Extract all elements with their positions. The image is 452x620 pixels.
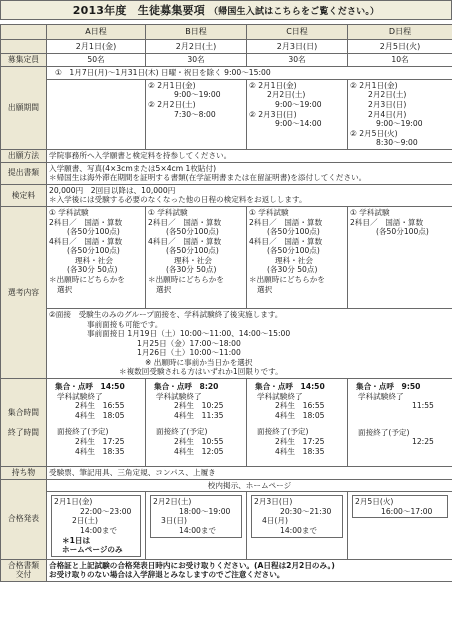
sel-b-3: (各50分100点) xyxy=(166,227,219,237)
end-2-a: 2科生 16:55 xyxy=(75,401,125,411)
period-d-3: 2月3日(日) xyxy=(368,99,407,109)
col-c-date: 2月3日(日) xyxy=(247,39,348,54)
documents-line-1: 入学願書、写真(4×3cmまたは5×4cm 1枚貼付) xyxy=(49,163,217,173)
end-label-a: 学科試験終了 xyxy=(57,391,103,401)
meeting-label-1: 集合時間 xyxy=(7,407,40,417)
sel-a-8: ＊出願時にどちらかを xyxy=(49,275,125,285)
res-b-4: 14:00まで xyxy=(179,526,217,536)
application-period-row xyxy=(1,79,452,149)
capacity-row xyxy=(1,54,452,67)
sel-a-5: (各50分100点) xyxy=(67,246,120,256)
res-a-6[interactable]: ホームページのみ xyxy=(62,545,123,555)
results-d xyxy=(348,492,452,560)
application-method-text: 学院事務所へ入学願書と検定料を持参してください。 xyxy=(47,149,452,162)
res-a-2: 22:00〜23:00 xyxy=(80,506,132,516)
application-method-label: 出願方法 xyxy=(1,149,47,162)
application-period-common: ① 1月7日(月)〜1月31日(木) 日曜・祝日を除く 9:00〜15:00 xyxy=(47,67,452,80)
results-header: 校内掲示、ホームページ xyxy=(47,479,452,492)
belongings-text: 受験票、筆記用具、三角定規、コンパス、上履き xyxy=(47,467,452,480)
end-4-c: 4科生 18:05 xyxy=(275,410,325,420)
iv-line-3: 事前面接日 1月19日（土）10:00〜11:00、14:00〜15:00 xyxy=(87,329,291,339)
fee-label: 検定料 xyxy=(1,184,47,206)
results-b-box xyxy=(150,495,242,537)
meeting-c xyxy=(247,379,348,467)
documents-line-2: ＊帰国生は海外滞在期間を証明する書類(在学証明書または在留証明書)を添付してください。 xyxy=(49,173,367,183)
period-d-4: 2月4日(月) xyxy=(368,109,407,119)
header-row-dates xyxy=(1,39,452,54)
col-b-date: 2月2日(土) xyxy=(146,39,247,54)
period-d-2: 2月2日(土) xyxy=(368,90,407,100)
sel-b-6: 理科・社会 xyxy=(174,255,212,265)
header-row-names xyxy=(1,25,452,40)
belongings-row xyxy=(1,467,452,480)
meeting-time-label xyxy=(1,379,47,467)
results-a-box xyxy=(51,495,141,557)
sel-c-2: 2科目／ 国語・算数 xyxy=(249,217,323,227)
sel-c-7: (各30分 50点) xyxy=(267,265,318,275)
delivery-line-1: 合格証と上記試験の合格発表日時内にお受け取りください。(A日程は2月2日のみ。) xyxy=(49,560,335,570)
results-c xyxy=(247,492,348,560)
sel-c-8: ＊出願時にどちらかを xyxy=(249,275,325,285)
col-d-name: D日程 xyxy=(348,25,452,40)
iv-2-a: 2科生 17:25 xyxy=(75,437,125,447)
results-b xyxy=(146,492,247,560)
capacity-c: 30名 xyxy=(247,54,348,67)
sel-c-9: 選択 xyxy=(257,284,273,294)
iv-line-5: 1月26日（土）10:00〜11:00 xyxy=(137,348,241,358)
end-label-c: 学科試験終了 xyxy=(257,391,303,401)
period-b-2: 9:00〜19:00 xyxy=(174,90,221,100)
sel-a-4: 4科目／ 国語・算数 xyxy=(49,236,123,246)
col-b-name: B日程 xyxy=(146,25,247,40)
meeting-b xyxy=(146,379,247,467)
sel-c-1: ① 学科試験 xyxy=(249,207,289,217)
delivery-row xyxy=(1,559,452,581)
sel-a-6: 理科・社会 xyxy=(75,255,113,265)
end-label-d: 学科試験終了 xyxy=(358,391,404,401)
sel-a-7: (各30分 50点) xyxy=(67,265,118,275)
sel-a-1: ① 学科試験 xyxy=(49,207,89,217)
period-c-4: ② 2月3日(日) xyxy=(249,109,297,119)
res-c-2: 20:30〜21:30 xyxy=(280,506,332,516)
iv-line-2: 事前面接も可能です。 xyxy=(87,319,163,329)
sel-c-4: 4科目／ 国語・算数 xyxy=(249,236,323,246)
delivery-label xyxy=(1,559,47,581)
delivery-line-2: お受け取りのない場合は入学辞退とみなしますのでご注意ください。 xyxy=(49,570,285,580)
fee-line-2: ＊入学後には受験する必要のなくなった他の日程の検定料をお返しします。 xyxy=(49,195,307,205)
col-a-name: A日程 xyxy=(47,25,146,40)
res-b-1: 2月2日(土) xyxy=(153,497,192,507)
res-a-1: 2月1日(金) xyxy=(54,497,93,507)
application-period-c xyxy=(247,79,348,149)
res-b-2: 18:00〜19:00 xyxy=(179,506,231,516)
fee-row xyxy=(1,184,452,206)
interview-cell xyxy=(47,308,452,378)
col-a-date: 2月1日(金) xyxy=(47,39,146,54)
delivery-label-2: 交付 xyxy=(15,570,32,580)
results-d-box xyxy=(352,495,448,518)
gather-c: 集合・点呼 14:50 xyxy=(255,382,325,392)
res-d-1: 2月5日(火) xyxy=(355,497,394,507)
sel-a-3: (各50分100点) xyxy=(67,227,120,237)
iv-4-c: 4科生 18:35 xyxy=(275,446,325,456)
title-main: 2013年度 生徒募集要項 xyxy=(72,4,205,17)
iv-2-b: 2科生 10:55 xyxy=(174,437,224,447)
sel-b-1: ① 学科試験 xyxy=(148,207,188,217)
application-period-common-row xyxy=(1,67,452,80)
iv-2-d: 12:25 xyxy=(412,437,434,447)
iv-line-6: ※ 出願時に事前か当日かを選択 xyxy=(145,357,253,367)
results-row xyxy=(1,492,452,560)
res-a-4: 14:00まで xyxy=(80,526,118,536)
sel-c-5: (各50分100点) xyxy=(267,246,320,256)
end-2-d: 11:55 xyxy=(412,401,434,411)
results-a xyxy=(47,492,146,560)
period-c-1: ② 2月1日(金) xyxy=(249,80,297,90)
sel-b-7: (各30分 50点) xyxy=(166,265,217,275)
sel-a-2: 2科目／ 国語・算数 xyxy=(49,217,123,227)
end-4-a: 4科生 18:05 xyxy=(75,410,125,420)
fee-cell xyxy=(47,184,452,206)
meeting-time-row xyxy=(1,379,452,467)
capacity-label: 募集定員 xyxy=(1,54,47,67)
gather-b: 集合・点呼 8:20 xyxy=(154,382,219,392)
res-c-1: 2月3日(日) xyxy=(254,497,293,507)
corner-cell xyxy=(1,25,47,40)
res-c-4: 14:00まで xyxy=(280,526,318,536)
capacity-b: 30名 xyxy=(146,54,247,67)
sel-b-2: 2科目／ 国語・算数 xyxy=(148,217,222,227)
iv-2-c: 2科生 17:25 xyxy=(275,437,325,447)
application-period-a xyxy=(47,79,146,149)
delivery-cell xyxy=(47,559,452,581)
period-b-4: 7:30〜8:00 xyxy=(174,109,216,119)
corner-cell-2 xyxy=(1,39,47,54)
selection-interview-row xyxy=(1,308,452,378)
sel-b-8: ＊出願時にどちらかを xyxy=(148,275,224,285)
period-b-3: ② 2月2日(土) xyxy=(148,99,196,109)
iv-line-7: ＊複数回受験される方はいずれか1回限りです。 xyxy=(119,367,283,377)
end-4-b: 4科生 11:35 xyxy=(174,410,224,420)
guide-table xyxy=(0,24,452,582)
period-d-5: 9:00〜19:00 xyxy=(376,119,423,129)
res-a-3: 2日(土) xyxy=(72,516,98,526)
belongings-label: 持ち物 xyxy=(1,467,47,480)
documents-label: 提出書類 xyxy=(1,162,47,184)
application-period-b xyxy=(146,79,247,149)
sel-b-5: (各50分100点) xyxy=(166,246,219,256)
sel-d-1: ① 学科試験 xyxy=(350,207,390,217)
period-d-1: ② 2月1日(金) xyxy=(350,80,398,90)
selection-a xyxy=(47,206,146,308)
sel-b-4: 4科目／ 国語・算数 xyxy=(148,236,222,246)
meeting-d xyxy=(348,379,452,467)
selection-subjects-row xyxy=(1,206,452,308)
res-a-5: ＊1日は xyxy=(62,535,91,545)
results-header-row xyxy=(1,479,452,492)
end-label-b: 学科試験終了 xyxy=(156,391,202,401)
delivery-label-1: 合格書類 xyxy=(7,560,40,570)
res-c-3: 4日(月) xyxy=(262,516,288,526)
col-d-date: 2月5日(火) xyxy=(348,39,452,54)
period-c-3: 9:00〜19:00 xyxy=(275,99,322,109)
selection-c xyxy=(247,206,348,308)
fee-line-1: 20,000円 2回目以降は、10,000円 xyxy=(49,185,176,195)
selection-d xyxy=(348,206,452,308)
period-c-2: 2月2日(土) xyxy=(267,90,306,100)
sel-b-9: 選択 xyxy=(156,284,172,294)
documents-row xyxy=(1,162,452,184)
sel-d-2: 2科目／ 国語・算数 xyxy=(350,217,424,227)
iv-line-1: ②面接 受験生のみのグループ面接を、学科試験終了後実施します。 xyxy=(49,309,283,319)
page-title xyxy=(0,0,452,20)
results-c-box xyxy=(251,495,343,537)
documents-cell xyxy=(47,162,452,184)
period-d-6: ② 2月5日(火) xyxy=(350,128,398,138)
selection-label: 選考内容 xyxy=(1,206,47,378)
meeting-label-2: 終了時間 xyxy=(7,427,40,437)
iv-label-d: 面接終了(予定) xyxy=(358,427,410,437)
sel-d-3: (各50分100点) xyxy=(376,227,429,237)
gather-d: 集合・点呼 9:50 xyxy=(356,382,421,392)
period-c-5: 9:00〜14:00 xyxy=(275,119,322,129)
meeting-a xyxy=(47,379,146,467)
res-b-3: 3日(日) xyxy=(161,516,187,526)
period-d-7: 8:30〜9:00 xyxy=(376,138,418,148)
selection-b xyxy=(146,206,247,308)
iv-label-c: 面接終了(予定) xyxy=(257,427,309,437)
results-label: 合格発表 xyxy=(1,479,47,559)
iv-label-a: 面接終了(予定) xyxy=(57,427,109,437)
application-period-d xyxy=(348,79,452,149)
res-d-2: 16:00〜17:00 xyxy=(381,506,433,516)
capacity-a: 50名 xyxy=(47,54,146,67)
iv-4-b: 4科生 12:05 xyxy=(174,446,224,456)
iv-line-4: 1月25日（金）17:00〜18:00 xyxy=(137,338,241,348)
sel-a-9: 選択 xyxy=(57,284,73,294)
iv-label-b: 面接終了(予定) xyxy=(156,427,208,437)
col-c-name: C日程 xyxy=(247,25,348,40)
application-period-label: 出願期間 xyxy=(1,67,47,150)
application-method-row xyxy=(1,149,452,162)
end-2-b: 2科生 10:25 xyxy=(174,401,224,411)
end-2-c: 2科生 16:55 xyxy=(275,401,325,411)
sel-c-6: 理科・社会 xyxy=(275,255,313,265)
gather-a: 集合・点呼 14:50 xyxy=(55,382,125,392)
period-b-1: ② 2月1日(金) xyxy=(148,80,196,90)
capacity-d: 10名 xyxy=(348,54,452,67)
returnee-link[interactable]: （帰国生入試はこちらをご覧ください。） xyxy=(208,6,380,17)
iv-4-a: 4科生 18:35 xyxy=(75,446,125,456)
sel-c-3: (各50分100点) xyxy=(267,227,320,237)
